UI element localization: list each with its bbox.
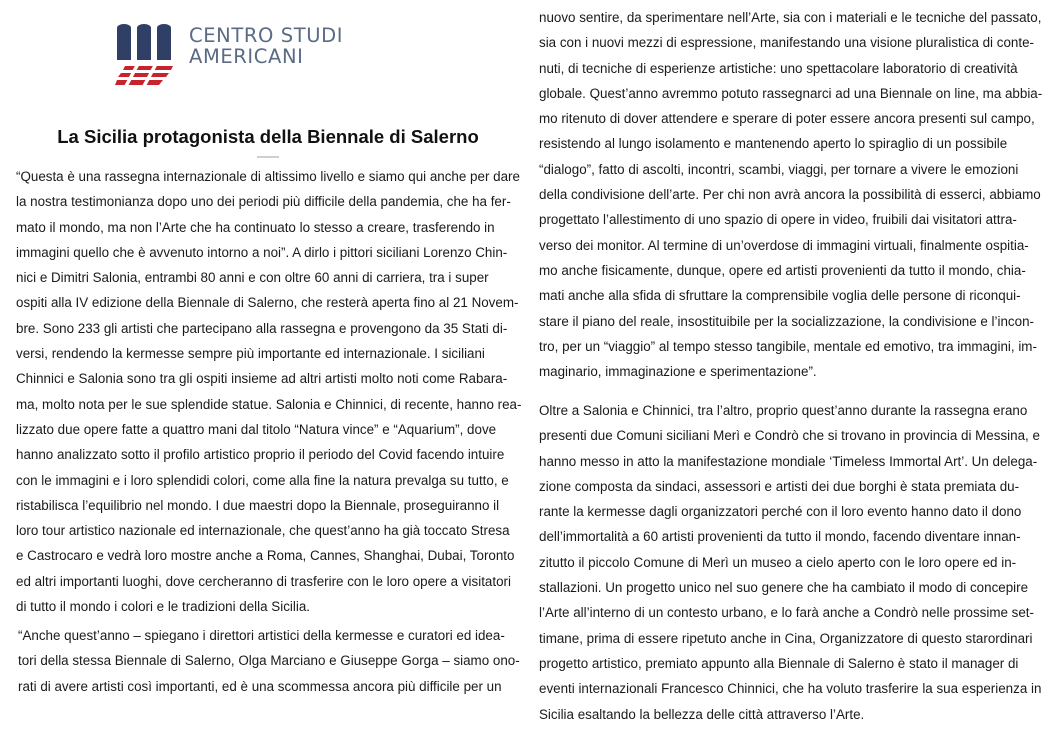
- text-line: progetto artistico, premiato appunto alla Biennale di Salerno è stato il manager di: [539, 655, 1019, 671]
- article-title: La Sicilia protagonista della Biennale di Salerno: [57, 126, 479, 147]
- text-line: l’Arte all’interno di un contesto urbano, e lo farà anche a Condrò nelle prossime set-: [539, 605, 1034, 621]
- text-line: lizzato due opere fatte a quattro mani dal titolo “Natura vince” e “Aquarium”, dove: [16, 421, 497, 437]
- text-line: tori della stessa Biennale di Salerno, Olga Marciano e Giuseppe Gorga – siamo ono-: [18, 653, 520, 669]
- text-line: versi, rendendo la kermesse sempre più importante ed internazionale. I siciliani: [16, 346, 485, 362]
- text-line: bre. Sono 233 gli artisti che partecipano alla rassegna e provengono da 35 Stati di-: [16, 320, 508, 336]
- text-line: rante la kermesse dagli organizzatori perché con il loro evento hanno dato il dono: [539, 504, 1022, 520]
- text-line: “dialogo”, fatto di ascolti, incontri, scambi, viaggi, per tornare a vivere le emozioni: [539, 161, 1019, 177]
- text-line: la nostra testimonianza dopo uno dei periodi più difficile della pandemia, che ha fer-: [16, 194, 511, 210]
- left-paragraph-1: [16, 164, 521, 619]
- text-line: rati di avere artisti così importanti, ed è una scommessa ancora più difficile per un: [18, 678, 502, 694]
- text-line: zitutto il piccolo Comune di Merì un museo a cielo aperto con le loro opere ed in-: [539, 554, 1017, 570]
- text-line: loro tour artistico nazionale ed internazionale, che quest’anno ha già toccato Stresa: [16, 523, 510, 539]
- text-line: mo ritenuto di dover attendere e sperare di poter essere ancora presenti sul campo,: [539, 111, 1035, 127]
- text-line: eventi internazionali Francesco Chinnici, che ha voluto trasferire la sua esperienza in: [539, 681, 1042, 697]
- text-line: mato il mondo, ma non l’Arte che ha continuato lo stesso a creare, trasferendo in: [16, 219, 495, 235]
- text-line: stare il piano del reale, insostituibile per la socializzazione, la condivisione e l’incon-: [539, 313, 1034, 329]
- title-divider: [257, 156, 279, 158]
- text-line: ospiti alla IV edizione della Biennale di Salerno, che resterà aperta fino al 21 Novem-: [16, 295, 519, 311]
- text-line: maginario, immaginazione e sperimentazione”.: [539, 364, 817, 380]
- logo-mark-icon: [115, 22, 177, 88]
- right-paragraph-2: [539, 398, 1041, 727]
- text-line: ma, molto nota per le sue splendide statue. Salonia e Chinnici, di recente, hanno rea-: [16, 396, 522, 412]
- text-line: presenti due Comuni siciliani Merì e Condrò che si trovano in provincia di Messina, e: [539, 428, 1040, 444]
- text-line: stallazioni. Un progetto unico nel suo genere che ha cambiato il modo di concepire: [539, 580, 1029, 596]
- text-line: ristabilisca l’equilibrio nel mondo. I due maestri dopo la Biennale, proseguiranno il: [16, 497, 500, 513]
- text-line: progettato l’allestimento di uno spazio di opere in video, fruibili dai visitatori attra-: [539, 212, 1017, 228]
- text-line: resistendo al lungo isolamento e mantenendo aperto lo spiraglio di un possibile: [539, 136, 1008, 152]
- text-line: verso dei monitor. Al termine di un’overdose di immagini virtuali, finalmente ospitia-: [539, 237, 1029, 253]
- text-line: hanno analizzato sotto il profilo artistico proprio il periodo del Covid facendo intuire: [16, 447, 505, 463]
- text-line: hanno messo in atto la manifestazione mondiale ‘Timeless Immortal Art’. Un delega-: [539, 453, 1038, 469]
- text-line: timane, prima di essere ripetuto anche in Cina, Organizzatore di questo starordinari: [539, 630, 1033, 646]
- text-line: dell’immortalità a 60 artisti provenienti da tutto il mondo, facendo diventare innan-: [539, 529, 1021, 545]
- text-line: sia con i nuovi mezzi di espressione, manifestando una visione pluralistica di conte-: [539, 35, 1034, 51]
- text-line: Sicilia esaltando la bellezza delle città attraverso l’Arte.: [539, 706, 865, 722]
- text-line: zione composta da sindaci, assessori e artisti dei due borghi è stata premiata du-: [539, 478, 1020, 494]
- text-line: “Questa è una rassegna internazionale di altissimo livello e siamo qui anche per dare: [16, 169, 520, 184]
- text-line: nuovo sentire, da sperimentare nell’Arte, sia con i materiali e le tecniche del passato,: [539, 10, 1042, 25]
- logo-line-1: CENTRO STUDI: [189, 24, 344, 47]
- text-line: nuti, di tecniche di esperienze artistiche: uno spettacolare laboratorio di creatività: [539, 60, 1018, 76]
- text-line: immagini quello che è avvenuto intorno a noi”. A dirlo i pittori siciliani Lorenzo Chin-: [16, 244, 508, 260]
- logo-wordmark: [189, 25, 343, 67]
- text-line: con le immagini e i loro splendidi colori, come alla fine la natura prevalga su tutto, e: [16, 472, 509, 488]
- centro-studi-americani-logo: [115, 22, 355, 88]
- right-paragraph-1: [539, 5, 1042, 384]
- left-paragraph-2: [18, 623, 520, 699]
- text-line: di tutto il mondo i colori e le tradizioni della Sicilia.: [16, 599, 310, 615]
- text-line: mati anche alla sfida di sfruttare la comprensibile voglia delle persone di riconqui-: [539, 288, 1021, 304]
- text-line: mo anche fisicamente, dunque, opere ed artisti provenienti da tutto il mondo, chia-: [539, 262, 1026, 278]
- logo-line-2: AMERICANI: [189, 45, 304, 68]
- text-line: Chinnici e Salonia sono tra gli ospiti insieme ad altri artisti molto noti come Rabara-: [16, 371, 508, 387]
- text-line: tro, per un “viaggio” al tempo stesso tangibile, mentale ed emotivo, tra immagini, im-: [539, 338, 1037, 354]
- text-line: nici e Dimitri Salonia, entrambi 80 anni e con oltre 60 anni di carriera, tra i super: [16, 270, 489, 286]
- text-line: globale. Quest’anno avremmo potuto rassegnarci ad una Biennale on line, ma abbia-: [539, 85, 1043, 101]
- text-line: “Anche quest’anno – spiegano i direttori artistici della kermesse e curatori ed idea-: [18, 628, 505, 643]
- text-line: Oltre a Salonia e Chinnici, tra l’altro, proprio quest’anno durante la rassegna erano: [539, 403, 1028, 418]
- text-line: ed altri importanti luoghi, dove cercheranno di trasferire con le loro opere a visitatori: [16, 573, 511, 589]
- text-line: della condivisione dell’arte. Per chi non avrà ancora la possibilità di esserci, abbiamo: [539, 187, 1041, 203]
- text-line: e Castrocaro e vedrà loro mostre anche a Roma, Cannes, Shanghai, Dubai, Toronto: [16, 548, 515, 564]
